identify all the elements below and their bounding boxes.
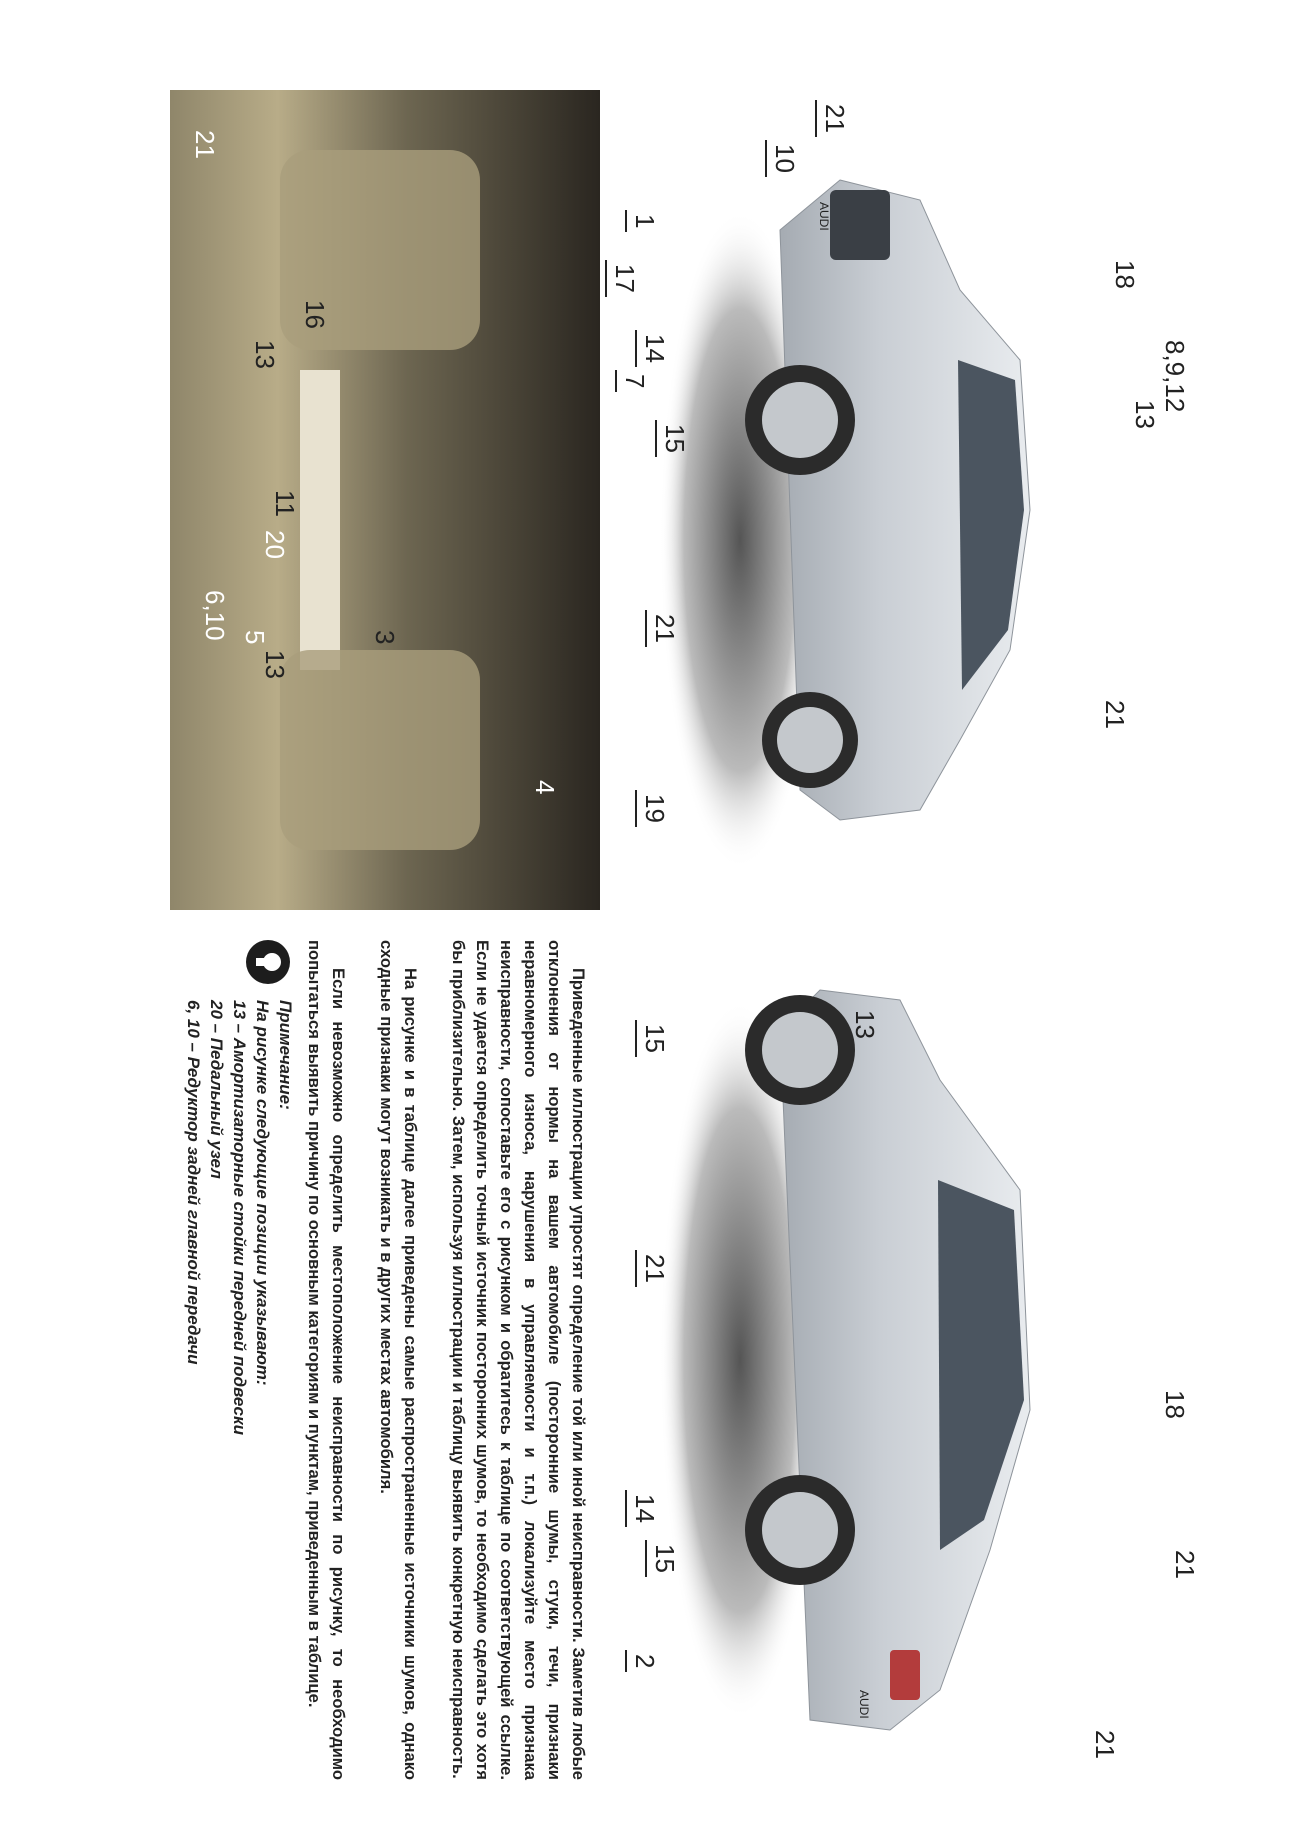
callout-21-front: 21 xyxy=(815,100,850,137)
note-item-1: 13 – Амортизаторные стойки передней подвески xyxy=(230,1000,249,1435)
note-intro: На рисунке следующие позиции указывают: xyxy=(253,1000,272,1386)
callout-15: 15 xyxy=(655,420,690,457)
car-rear-rim-rear xyxy=(762,1492,838,1568)
rotated-content xyxy=(80,90,1220,1790)
callout-8-9-12: 8,9,12 xyxy=(1160,340,1190,413)
interior-callout-11: 11 xyxy=(270,490,300,517)
interior-seat-right xyxy=(280,650,480,850)
interior-callout-4: 4 xyxy=(530,780,560,795)
callout-21-door: 21 xyxy=(645,610,680,647)
callout-7: 7 xyxy=(615,370,650,392)
car-rear-windows xyxy=(938,1180,1024,1550)
note-title: Примечание: xyxy=(276,1000,295,1110)
car-rear-rim-front xyxy=(762,1012,838,1088)
interior-callout-13-left: 13 xyxy=(250,340,280,369)
car-front-badge: AUDI xyxy=(817,202,831,231)
interior-callout-16: 16 xyxy=(300,300,330,329)
note-item-3: 6, 10 – Редуктор задней главной передачи xyxy=(184,1000,203,1365)
note-item-2: 20 – Педальный узел xyxy=(207,1000,226,1179)
callout-rear-2: 2 xyxy=(625,1650,660,1672)
callout-1: 1 xyxy=(625,210,660,232)
callout-10: 10 xyxy=(765,140,800,177)
callout-18: 18 xyxy=(1110,260,1140,289)
callout-rear-18: 18 xyxy=(1160,1390,1190,1419)
car-rear-badge: AUDI xyxy=(857,1690,871,1719)
car-front-illustration xyxy=(600,90,1220,910)
paragraph-2: На рисунке и в таблице далее приведены самые распространенные источники шумов, однако сходные признаки могут возникать и в других местах автомобиля. xyxy=(377,940,420,1780)
interior-callout-13-right: 13 xyxy=(260,650,290,679)
interior-callout-21: 21 xyxy=(190,130,220,159)
car-front-windows xyxy=(958,360,1024,690)
car-front-rim-rear xyxy=(777,707,843,773)
description-text xyxy=(278,940,590,1780)
paragraph-1: Приведенные иллюстрации упростят определение той или иной неисправности. Заметив любые отклонения от нормы на вашем автомобиле (посторонние шумы, стуки, течи, признаки неравномерного износа, нарушения в управляемости и т.п.) локализуйте место признака неисправности, сопоставьте его с рисунком и обратитесь к таблице по соответствующей ссылке. Если не удается определить точный источник посторонних шумов, то необходимо сделать это хотя бы приблизительно. Затем, используя иллюстрации и таблицу выявить конкретную неисправность. xyxy=(449,940,588,1780)
car-rear-illustration xyxy=(600,930,1220,1790)
info-lamp-icon xyxy=(246,940,290,984)
callout-17: 17 xyxy=(605,260,640,297)
interior-callout-20: 20 xyxy=(260,530,290,559)
interior-photo xyxy=(170,90,600,910)
callout-rear-21-door: 21 xyxy=(635,1250,670,1287)
callout-rear-21-trunk: 21 xyxy=(1090,1730,1120,1759)
car-front-grille xyxy=(830,190,890,260)
interior-callout-3: 3 xyxy=(370,630,400,645)
paragraph-3: Если невозможно определить местоположение неисправности по рисунку, то необходимо попытаться выявить причину по основным категориям и пунктам, приведенным в таблице. xyxy=(305,940,348,1780)
interior-callout-6-10: 6,10 xyxy=(200,590,230,641)
car-rear-taillight xyxy=(890,1650,920,1700)
interior-callout-5: 5 xyxy=(240,630,270,645)
callout-21-roof: 21 xyxy=(1100,700,1130,729)
interior-windshield xyxy=(300,370,340,670)
callout-14: 14 xyxy=(635,330,670,367)
car-front-rim-front xyxy=(762,382,838,458)
callout-rear-15-front: 15 xyxy=(635,1020,670,1057)
callout-19: 19 xyxy=(635,790,670,827)
callout-rear-14: 14 xyxy=(625,1490,660,1527)
callout-13: 13 xyxy=(1130,400,1160,429)
callout-rear-21-roof: 21 xyxy=(1170,1550,1200,1579)
callout-rear-13: 13 xyxy=(850,1010,880,1039)
callout-rear-15: 15 xyxy=(645,1540,680,1577)
